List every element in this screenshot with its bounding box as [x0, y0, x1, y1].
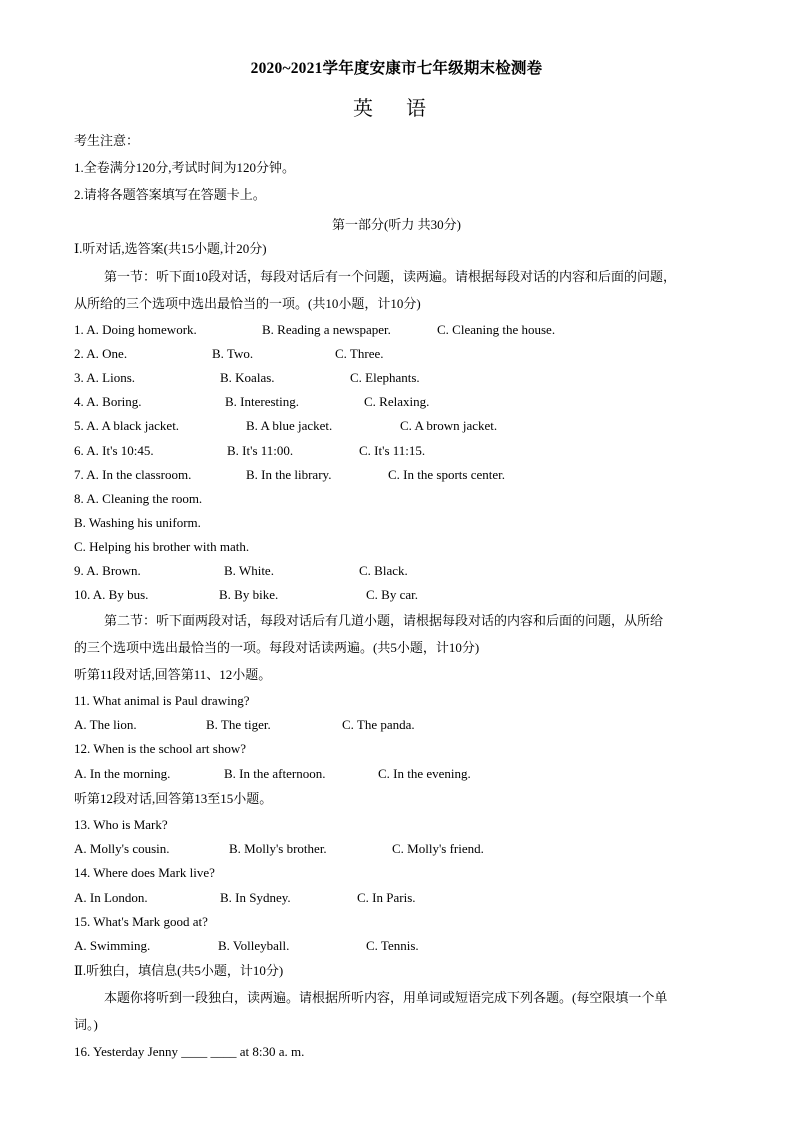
question-5	[74, 417, 724, 435]
option-c: C. Black.	[359, 563, 408, 578]
question-15-options	[74, 937, 724, 955]
question-13-options	[74, 840, 724, 858]
option-a: 5. A. A black jacket.	[74, 418, 180, 433]
option-c: C. By car.	[366, 587, 418, 602]
option-c: C. In Paris.	[357, 890, 416, 905]
option-c: C. Tennis.	[366, 938, 419, 953]
option-c: C. The panda.	[342, 717, 415, 732]
question-16: 16. Yesterday Jenny ____ ____ at 8:30 a. m.	[74, 1044, 305, 1059]
option-a: A. The lion.	[74, 717, 137, 732]
option-c: C. Three.	[335, 346, 384, 361]
question-12-stem: 12. When is the school art show?	[74, 741, 246, 756]
question-8-option-b: B. Washing his uniform.	[74, 515, 201, 530]
option-c: C. Relaxing.	[364, 394, 430, 409]
option-c: C. Elephants.	[350, 370, 420, 385]
sub1-instruction-line1: 第一节：听下面10段对话，每段对话后有一个问题，读两遍。请根据每段对话的内容和后面的问题，	[104, 269, 677, 284]
section1-heading: Ⅰ.听对话,选答案(共15小题,计20分)	[74, 241, 267, 256]
option-c: C. A brown jacket.	[400, 418, 498, 433]
option-b: B. Reading a newspaper.	[262, 322, 391, 337]
notice-item-2: 2.请将各题答案填写在答题卡上。	[74, 187, 266, 202]
question-11-stem: 11. What animal is Paul drawing?	[74, 693, 250, 708]
sub2-instruction-line1: 第二节：听下面两段对话，每段对话后有几道小题，请根据每段对话的内容和后面的问题，从所给	[104, 613, 664, 628]
part1-heading: 第一部分(听力 共30分)	[332, 217, 461, 232]
option-b: B. Two.	[212, 346, 254, 361]
question-4	[74, 393, 724, 411]
option-c: C. Cleaning the house.	[437, 322, 556, 337]
question-15-stem: 15. What's Mark good at?	[74, 914, 208, 929]
question-14-options	[74, 889, 724, 907]
option-b: B. It's 11:00.	[227, 443, 294, 458]
option-b: B. The tiger.	[206, 717, 271, 732]
section2-instruction-line1: 本题你将听到一段独白，读两遍。请根据所听内容，用单词或短语完成下列各题。(每空限填一个单	[104, 990, 668, 1005]
option-b: B. In the afternoon.	[224, 766, 326, 781]
option-b: B. In the library.	[246, 467, 332, 482]
question-8-option-c: C. Helping his brother with math.	[74, 539, 250, 554]
question-2	[74, 345, 724, 363]
notice-heading: 考生注意：	[74, 133, 140, 148]
dialog-11-intro: 听第11段对话,回答第11、12小题。	[74, 667, 272, 682]
option-a: A. Molly's cousin.	[74, 841, 170, 856]
question-11-options	[74, 716, 724, 734]
option-c: C. In the sports center.	[388, 467, 505, 482]
question-3	[74, 369, 724, 387]
option-a: A. In London.	[74, 890, 148, 905]
question-14-stem: 14. Where does Mark live?	[74, 865, 215, 880]
option-a: A. In the morning.	[74, 766, 171, 781]
question-6	[74, 442, 724, 460]
option-a: 1. A. Doing homework.	[74, 322, 197, 337]
option-c: C. It's 11:15.	[359, 443, 426, 458]
section2-heading: Ⅱ.听独白，填信息(共5小题，计10分)	[74, 963, 284, 978]
option-c: C. In the evening.	[378, 766, 471, 781]
option-a: 9. A. Brown.	[74, 563, 141, 578]
option-a: A. Swimming.	[74, 938, 151, 953]
option-b: B. Interesting.	[225, 394, 300, 409]
question-12-options	[74, 765, 724, 783]
option-c: C. Molly's friend.	[392, 841, 484, 856]
sub2-instruction-line2: 的三个选项中选出最恰当的一项。每段对话读两遍。(共5小题，计10分)	[74, 640, 480, 655]
question-13-stem: 13. Who is Mark?	[74, 817, 168, 832]
section2-instruction-line2: 词。)	[74, 1017, 98, 1032]
dialog-12-intro: 听第12段对话,回答第13至15小题。	[74, 791, 273, 806]
option-b: B. Volleyball.	[218, 938, 290, 953]
subject-title: 英 语	[353, 98, 440, 120]
option-a: 6. A. It's 10:45.	[74, 443, 154, 458]
option-a: 7. A. In the classroom.	[74, 467, 192, 482]
question-7	[74, 466, 724, 484]
question-1	[74, 321, 724, 339]
option-a: 10. A. By bus.	[74, 587, 149, 602]
option-a: 3. A. Lions.	[74, 370, 136, 385]
option-b: B. A blue jacket.	[246, 418, 333, 433]
option-b: B. White.	[224, 563, 274, 578]
option-b: B. Koalas.	[220, 370, 275, 385]
question-9	[74, 562, 724, 580]
option-b: B. In Sydney.	[220, 890, 291, 905]
exam-title: 2020~2021学年度安康市七年级期末检测卷	[250, 60, 543, 77]
option-a: 4. A. Boring.	[74, 394, 142, 409]
option-b: B. Molly's brother.	[229, 841, 327, 856]
question-10	[74, 586, 724, 604]
sub1-instruction-line2: 从所给的三个选项中选出最恰当的一项。(共10小题，计10分)	[74, 296, 421, 311]
question-8-option-a: 8. A. Cleaning the room.	[74, 491, 203, 506]
notice-item-1: 1.全卷满分120分,考试时间为120分钟。	[74, 160, 296, 175]
option-a: 2. A. One.	[74, 346, 128, 361]
option-b: B. By bike.	[219, 587, 279, 602]
